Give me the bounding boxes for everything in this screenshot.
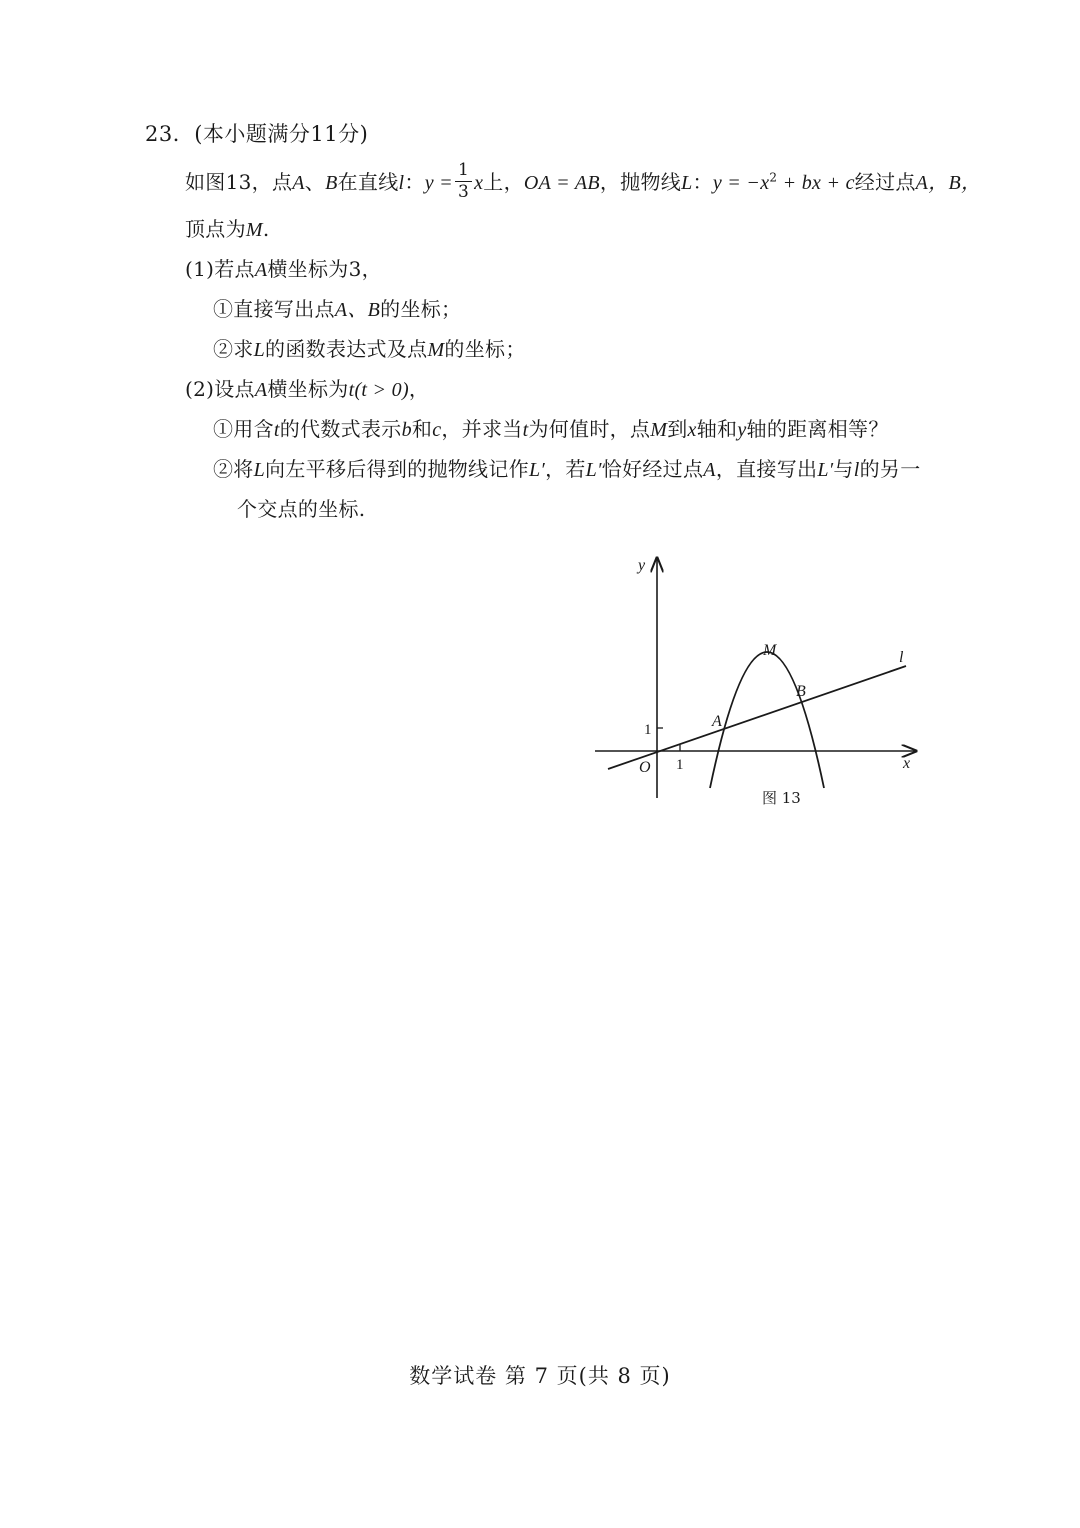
coordinate-diagram — [590, 552, 930, 812]
figure-caption: 图 13 — [762, 789, 801, 807]
part-2-intro: (2)设点A横坐标为t(t > 0)， — [185, 377, 430, 401]
parabola-L — [710, 652, 824, 788]
origin-label: O — [639, 759, 651, 776]
part-1-subquestion-1: ①直接写出点A、B的坐标； — [213, 297, 462, 321]
line-l — [608, 666, 906, 769]
x-tick-label: 1 — [676, 757, 684, 773]
y-tick-label: 1 — [644, 722, 652, 738]
question-header: 23．(本小题满分11分) — [145, 122, 369, 146]
point-b-label: B — [796, 683, 806, 700]
question-stem-line-1: 如图13，点A、B在直线l：y = $\frac{1}{3}$ x上，OA = AB，抛物线L：$y = -x^2$ + bx + c经过点A，B， — [185, 160, 982, 202]
vertex-m-label: M — [763, 642, 777, 659]
part-2-subquestion-2-continued: 个交点的坐标. — [237, 497, 366, 521]
x-axis-label: x — [903, 755, 911, 772]
point-a-label: A — [712, 713, 722, 730]
part-2-subquestion-1: ①用含t的代数式表示b和c，并求当t为何值时，点M到x轴和y轴的距离相等？ — [213, 417, 889, 441]
line-l-label: l — [899, 649, 904, 666]
question-stem-line-2: 顶点为M. — [185, 217, 270, 241]
y-axis-label: y — [638, 557, 646, 574]
part-1-intro: (1)若点A横坐标为3， — [185, 257, 382, 281]
part-1-subquestion-2: ②求L的函数表达式及点M的坐标； — [213, 337, 526, 361]
part-2-subquestion-2: ②将L向左平移后得到的抛物线记作L′，若L′恰好经过点A，直接写出L′与l的另一 — [213, 457, 921, 481]
figure-13 — [590, 552, 930, 812]
fraction-one-third: $\frac{1}{3}$ — [455, 162, 472, 201]
page-footer: 数学试卷 第 7 页(共 8 页) — [409, 1364, 671, 1388]
